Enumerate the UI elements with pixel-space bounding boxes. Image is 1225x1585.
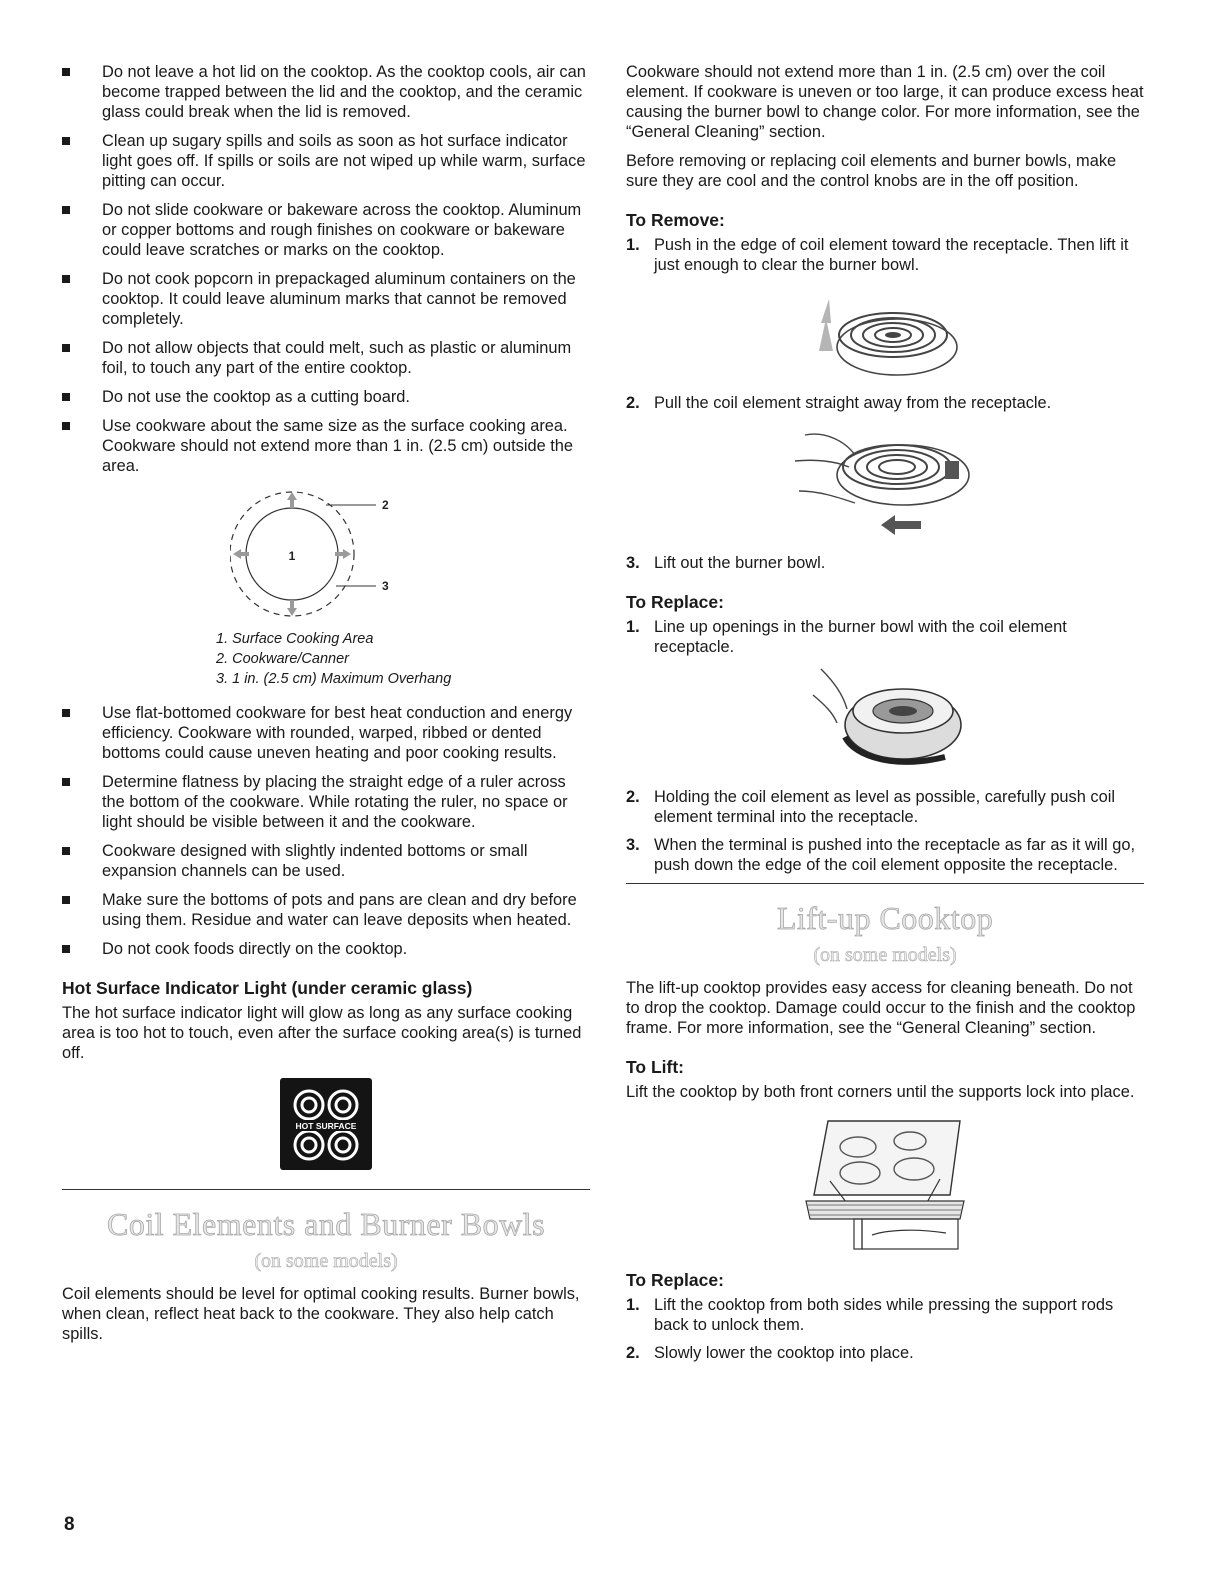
hot-surface-indicator-icon (279, 1077, 373, 1171)
replace2-heading: To Replace: (626, 1270, 724, 1290)
step-text: Line up openings in the burner bowl with the coil element receptacle. (654, 618, 1067, 656)
hot-surface-heading: Hot Surface Indicator Light (under ceramic glass) (62, 978, 473, 998)
page-number: 8 (64, 1514, 75, 1535)
list-item: Clean up sugary spills and soils as soon as hot surface indicator light goes off. If spills or soils are not wiped up while warm, surface pitting can occur. (62, 131, 590, 191)
diagram-label-3: 3 (382, 579, 389, 593)
diagram-label-2: 2 (382, 498, 389, 512)
list-item: Do not use the cooktop as a cutting board. (62, 387, 590, 407)
tolift-text: Lift the cooktop by both front corners until the supports lock into place. (626, 1083, 1135, 1101)
left-column (62, 62, 590, 1353)
step-text: Lift the cooktop from both sides while pressing the support rods back to unlock them. (654, 1296, 1114, 1334)
step-item (626, 553, 1144, 573)
step-number: 1. (626, 236, 640, 254)
replace-heading: To Replace: (626, 592, 724, 612)
step-item (626, 1343, 1144, 1363)
step-item (626, 1295, 1144, 1335)
step-item (626, 393, 1144, 413)
list-item: Use flat-bottomed cookware for best heat conduction and energy efficiency. Cookware with rounded, warped, ribbed or dented bottoms could cause uneven heating and poor cooking results. (62, 703, 590, 763)
list-item: Use cookware about the same size as the surface cooking area. Cookware should not extend more than 1 in. (2.5 cm) outside the area. (62, 416, 590, 476)
coil-section-title: Coil Elements and Burner Bowls (106, 1206, 546, 1242)
list-item: Do not slide cookware or bakeware across the cooktop. Aluminum or copper bottoms and rough finishes on cookware or bakeware could leave scratches or marks on the cooktop. (62, 200, 590, 260)
step-item (626, 235, 1144, 275)
section-divider (62, 1189, 590, 1190)
step-item (626, 787, 1144, 827)
liftup-cooktop-illustration (800, 1111, 970, 1251)
cookware-size-diagram (230, 485, 430, 623)
legend-item: 2. Cookware/Canner (216, 651, 349, 667)
list-item: Determine flatness by placing the straight edge of a ruler across the bottom of the cookware. While rotating the ruler, no space or light should be visible between it and the cookware. (62, 772, 590, 832)
coil-safety-text: Before removing or replacing coil elements and burner bowls, make sure they are cool and the control knobs are in the off position. (626, 152, 1117, 190)
remove-steps (626, 235, 1144, 275)
liftup-section-subtitle: (on some models) (813, 944, 957, 966)
liftup-intro-text: The lift-up cooktop provides easy access for cleaning beneath. Do not to drop the cooktop. Damage could occur to the finish and the cooktop frame. For more information, see the “General Cleaning” section. (626, 979, 1136, 1037)
coil-overhang-text: Cookware should not extend more than 1 in. (2.5 cm) over the coil element. If cookware is uneven or too large, it can produce excess heat causing the burner bowl to change color. For more information, see the “General Cleaning” section. (626, 63, 1144, 141)
right-column (626, 62, 1144, 1371)
list-item: Do not cook foods directly on the cooktop. (62, 939, 590, 959)
replace-steps (626, 617, 1144, 657)
list-item: Do not allow objects that could melt, such as plastic or aluminum foil, to touch any part of the entire cooktop. (62, 338, 590, 378)
coil-pull-illustration (785, 421, 985, 543)
step-item (626, 617, 1144, 657)
burner-bowl-illustration (785, 665, 985, 775)
step-number: 3. (626, 554, 640, 572)
step-number: 2. (626, 1344, 640, 1362)
step-item (626, 835, 1144, 875)
step-text: Holding the coil element as level as possible, carefully push coil element terminal into the receptacle. (654, 788, 1116, 826)
step-number: 3. (626, 836, 640, 854)
hot-surface-icon-label: HOT SURFACE (295, 1121, 357, 1131)
cookware-tips-list (62, 703, 590, 959)
step-number: 2. (626, 394, 640, 412)
replace-steps-continued (626, 787, 1144, 875)
diagram-label-1: 1 (288, 549, 296, 563)
step-text: Lift out the burner bowl. (654, 554, 826, 572)
cooktop-care-list (62, 62, 590, 476)
step-text: Pull the coil element straight away from the receptacle. (654, 394, 1052, 412)
remove-heading: To Remove: (626, 210, 725, 230)
step-text: Push in the edge of coil element toward the receptacle. Then lift it just enough to clear the burner bowl. (654, 236, 1129, 274)
section-divider (626, 883, 1144, 884)
step-text: Slowly lower the cooktop into place. (654, 1344, 914, 1362)
coil-section-subtitle: (on some models) (254, 1250, 398, 1272)
liftup-section-title: Lift-up Cooktop (776, 900, 994, 936)
step-number: 1. (626, 618, 640, 636)
tolift-heading: To Lift: (626, 1057, 684, 1077)
hot-surface-text: The hot surface indicator light will glow as long as any surface cooking area is too hot to touch, even after the surface cooking area(s) is turned off. (62, 1004, 582, 1062)
list-item: Cookware designed with slightly indented bottoms or small expansion channels can be used. (62, 841, 590, 881)
list-item: Do not leave a hot lid on the cooktop. As the cooktop cools, air can become trapped between the lid and the cooktop, and the ceramic glass could break when the lid is removed. (62, 62, 590, 122)
list-item: Make sure the bottoms of pots and pans are clean and dry before using them. Residue and water can leave deposits when heated. (62, 890, 590, 930)
step-text: When the terminal is pushed into the receptacle as far as it will go, push down the edge of the coil element opposite the receptacle. (654, 836, 1136, 874)
legend-item: 1. Surface Cooking Area (216, 631, 374, 647)
legend-item: 3. 1 in. (2.5 cm) Maximum Overhang (216, 671, 452, 687)
step-number: 1. (626, 1296, 640, 1314)
remove-steps-final (626, 553, 1144, 573)
diagram-legend (216, 629, 590, 689)
coil-lift-illustration (785, 283, 985, 383)
list-item: Do not cook popcorn in prepackaged aluminum containers on the cooktop. It could leave aluminum marks that cannot be removed completely. (62, 269, 590, 329)
remove-steps-continued (626, 393, 1144, 413)
replace2-steps (626, 1295, 1144, 1363)
step-number: 2. (626, 788, 640, 806)
coil-intro-text: Coil elements should be level for optimal cooking results. Burner bowls, when clean, reflect heat back to the cookware. They also help catch spills. (62, 1285, 580, 1343)
